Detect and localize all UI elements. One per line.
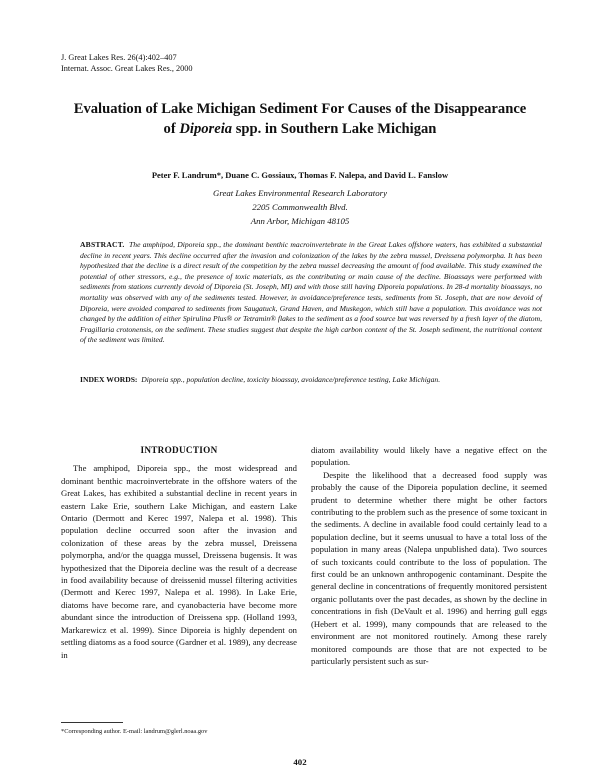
title-genus: Diporeia bbox=[179, 121, 233, 137]
paper-title bbox=[40, 99, 560, 139]
title-line-2 bbox=[40, 119, 560, 139]
page-number: 402 bbox=[293, 757, 307, 767]
intro-paragraph-2: Despite the likelihood that a decreased food supply was probably the cause of the Diporeia population decline, it seemed prudent to determine whether there might be other factors contributing to the problem such as the presence of some toxicant in the sediments. A decline in available food could certainly lead to a population decline, but it seems unusual to have a total loss of the population in many areas (Nalepa unpublished data). Two sources of such toxicants could contribute to the loss of population. The first could be an unknown anthropogenic contaminant. Despite the general decline in concentrations of frequently monitored persistent organic pollutants over the past decades, as shown by the decline in concentrations in fish (DeVault et al. 1996) and herring gull eggs (Hebert et al. 1999), many compounds that are released to the environment are not monitored routinely. Among these rarely monitored compounds are those that are not expected to be particularly persistent such as sur- bbox=[311, 469, 547, 666]
abstract bbox=[80, 240, 542, 346]
index-words-label: INDEX WORDS: bbox=[80, 375, 138, 384]
index-words bbox=[80, 375, 542, 386]
section-heading-introduction: INTRODUCTION bbox=[140, 445, 218, 455]
affiliation-line-3: Ann Arbor, Michigan 48105 bbox=[250, 216, 350, 227]
title-line-1: Evaluation of Lake Michigan Sediment For Causes of the Disappearance bbox=[73, 101, 527, 117]
intro-paragraph-1: The amphipod, Diporeia spp., the most widespread and dominant benthic macroinvertebrate in the offshore waters of the Great Lakes, has exhibited a substantial decline in recent years in eastern Lake Erie, southern Lake Michigan, and eastern Lake Ontario (Dermott and Kerec 1997, Nalepa et al. 1998). This population decline occurred soon after the invasion and colonization of these areas by the zebra mussel, Dreissena polymorpha, and/or the quagga mussel, Dreissena bugensis. It was hypothesized that the Diporeia decline was the result of a decrease in food availability because of dreissenid mussel filtering activities (Dermott and Kerec 1997, Nalepa et al. 1998). In Lake Erie, diatoms have become rare, and cyanobacteria have become more abundant since the introduction of Dreissena spp. (Holland 1993, Markarewicz et al. 1999). Since Diporeia is highly dependent on settling diatoms as a food source (Gardner et al. 1989), any decrease in bbox=[61, 463, 297, 660]
title-line-2-pre: of bbox=[163, 121, 180, 137]
affiliation-line-2: 2205 Commonwealth Blvd. bbox=[252, 202, 348, 213]
right-column bbox=[311, 444, 547, 667]
intro-paragraph-1-continued: diatom availability would likely have a negative effect on the population. bbox=[311, 445, 547, 468]
journal-citation bbox=[61, 52, 193, 75]
affiliation bbox=[0, 186, 600, 229]
journal-line-1: J. Great Lakes Res. 26(4):402–407 bbox=[61, 53, 177, 62]
affiliation-line-1: Great Lakes Environmental Research Laboratory bbox=[213, 188, 387, 198]
abstract-label: ABSTRACT. bbox=[80, 240, 125, 249]
index-words-text: Diporeia spp., population decline, toxicity bioassay, avoidance/preference testing, Lake Michigan. bbox=[141, 375, 441, 384]
author-list: Peter F. Landrum*, Duane C. Gossiaux, Thomas F. Nalepa, and David L. Fanslow bbox=[151, 170, 449, 180]
abstract-text: The amphipod, Diporeia spp., the dominant benthic macroinvertebrate in the Great Lakes offshore waters, has exhibited a substantial decline in recent years. This decline occurred after the invasion and colonization of the lakes by the zebra mussel, Dreissena polymorpha. It has been hypothesized that the decline is a direct result of the competition by the zebra mussel decreasing the amount of food available. This study examined the potential of other stressors, e.g., the presence of toxic materials, as the contributing or main cause of the decline. Bioassays were performed with sediments from stations currently devoid of Diporeia (St. Joseph, MI) and with those still having Diporeia populations. In 28-d mortality bioassays, no mortality was observed with any of the sediments tested. However, in avoidance/preference tests, sediments from St. Joseph, that are now devoid of Diporeia, were avoided compared to sediments from Saugatuck, Grand Haven, and Muskegon, which still have a population. This avoidance was not changed by the addition of either Spirulina Plus® or Tetramin® flakes to the sediment as a food source but was reversed by a fresh layer of the diatom, Fragillaria crotonensis, on the sediment. These studies suggest that despite the high carbon content of the St. Joseph sediment, the nutritional content of the sediment was limited. bbox=[80, 240, 542, 345]
journal-line-2: Internat. Assoc. Great Lakes Res., 2000 bbox=[61, 64, 193, 74]
footnote-divider bbox=[61, 722, 123, 723]
corresponding-author-footnote: *Corresponding author. E-mail: landrum@glerl.noaa.gov bbox=[61, 728, 208, 735]
title-line-2-post: spp. in Southern Lake Michigan bbox=[232, 121, 437, 137]
left-column bbox=[61, 444, 297, 661]
